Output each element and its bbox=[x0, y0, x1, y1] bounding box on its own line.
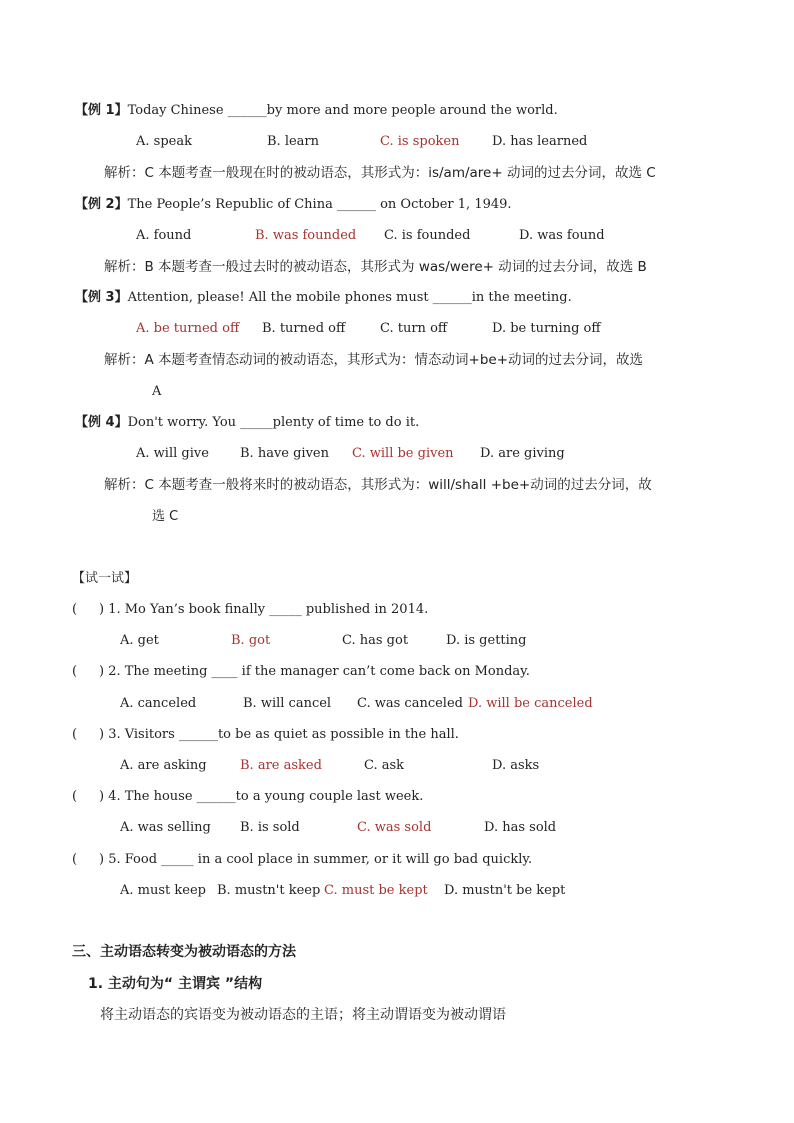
option-b: B. learn bbox=[267, 134, 320, 149]
option-a: A. get bbox=[120, 633, 159, 648]
option-a: A. are asking bbox=[120, 758, 207, 773]
example-3-analysis-cont: A bbox=[152, 384, 162, 399]
section-3-heading: 三、主动语态转变为被动语态的方法 bbox=[72, 944, 296, 960]
option-c: C. turn off bbox=[380, 321, 448, 336]
option-d: D. has sold bbox=[484, 820, 557, 835]
option-d: D. be turning off bbox=[492, 321, 601, 336]
option-c: C. was canceled bbox=[357, 696, 463, 711]
question-5-stem: ) 5. Food _____ in a cool place in summer, or it will go bad quickly. bbox=[99, 852, 533, 867]
option-d: D. has learned bbox=[492, 134, 588, 149]
option-a: A. speak bbox=[136, 134, 192, 149]
try-section-title: 【试一试】 bbox=[72, 571, 138, 586]
example-label: 【例 3】 bbox=[75, 290, 128, 305]
question-3-stem: ) 3. Visitors ______to be as quiet as possible in the hall. bbox=[99, 727, 459, 742]
option-d: D. was found bbox=[519, 228, 605, 243]
option-b: B. mustn't keep bbox=[217, 883, 321, 898]
example-label: 【例 2】 bbox=[75, 197, 128, 212]
option-a: A. will give bbox=[136, 446, 209, 461]
option-d-answer: D. will be canceled bbox=[468, 696, 593, 711]
question-1-stem: ) 1. Mo Yan’s book finally _____ published in 2014. bbox=[99, 602, 429, 617]
option-c: C. has got bbox=[342, 633, 409, 648]
option-a: A. must keep bbox=[120, 883, 206, 898]
option-b: B. is sold bbox=[240, 820, 300, 835]
option-d: D. is getting bbox=[446, 633, 527, 648]
option-b: B. will cancel bbox=[243, 696, 332, 711]
question-stem: Attention, please! All the mobile phones must ______in the meeting. bbox=[127, 290, 572, 305]
example-label: 【例 4】 bbox=[75, 415, 128, 430]
example-4-analysis: 解析：C 本题考查一般将来时的被动语态，其形式为：will/shall +be+动词的过去分词，故 bbox=[104, 477, 652, 493]
option-a: A. was selling bbox=[120, 820, 211, 835]
example-1-analysis: 解析：C 本题考查一般现在时的被动语态，其形式为：is/am/are+ 动词的过去分词，故选 C bbox=[104, 165, 656, 181]
option-c-answer: C. was sold bbox=[357, 820, 432, 835]
question-4-stem: ) 4. The house ______to a young couple last week. bbox=[99, 789, 424, 804]
section-3-subheading: 1. 主动句为“ 主谓宾 ”结构 bbox=[88, 976, 263, 992]
option-c-answer: C. will be given bbox=[352, 446, 454, 461]
answer-bracket: ( bbox=[72, 602, 78, 617]
option-c-answer: C. is spoken bbox=[380, 134, 460, 149]
example-label: 【例 1】 bbox=[75, 103, 128, 118]
example-3-analysis: 解析：A 本题考查情态动词的被动语态，其形式为：情态动词+be+动词的过去分词，故选 bbox=[104, 352, 644, 368]
option-a-answer: A. be turned off bbox=[136, 321, 240, 336]
option-c: C. ask bbox=[364, 758, 405, 773]
section-3-body: 将主动语态的宾语变为被动语态的主语；将主动谓语变为被动谓语 bbox=[100, 1007, 506, 1023]
question-2-stem: ) 2. The meeting ____ if the manager can’t come back on Monday. bbox=[99, 664, 530, 679]
example-3-stem bbox=[75, 290, 572, 306]
example-1-stem bbox=[75, 103, 558, 119]
example-4-analysis-cont: 选 C bbox=[152, 509, 179, 524]
question-stem: Today Chinese ______by more and more people around the world. bbox=[127, 103, 558, 118]
option-b-answer: B. got bbox=[231, 633, 271, 648]
option-a: A. found bbox=[136, 228, 192, 243]
option-a: A. canceled bbox=[120, 696, 197, 711]
answer-bracket: ( bbox=[72, 727, 78, 742]
option-b-answer: B. are asked bbox=[240, 758, 322, 773]
example-4-stem bbox=[75, 415, 419, 431]
option-b-answer: B. was founded bbox=[255, 228, 357, 243]
example-2-stem bbox=[75, 197, 512, 213]
example-2-analysis: 解析：B 本题考查一般过去时的被动语态，其形式为 was/were+ 动词的过去分词，故选 B bbox=[104, 259, 647, 275]
question-stem: Don't worry. You _____plenty of time to do it. bbox=[127, 415, 420, 430]
answer-bracket: ( bbox=[72, 664, 78, 679]
answer-bracket: ( bbox=[72, 852, 78, 867]
option-d: D. are giving bbox=[480, 446, 565, 461]
option-b: B. have given bbox=[240, 446, 330, 461]
option-d: D. asks bbox=[492, 758, 540, 773]
option-c: C. is founded bbox=[384, 228, 471, 243]
answer-bracket: ( bbox=[72, 789, 78, 804]
question-stem: The People’s Republic of China ______ on October 1, 1949. bbox=[127, 197, 512, 212]
option-c-answer: C. must be kept bbox=[324, 883, 428, 898]
option-b: B. turned off bbox=[262, 321, 346, 336]
option-d: D. mustn't be kept bbox=[444, 883, 566, 898]
